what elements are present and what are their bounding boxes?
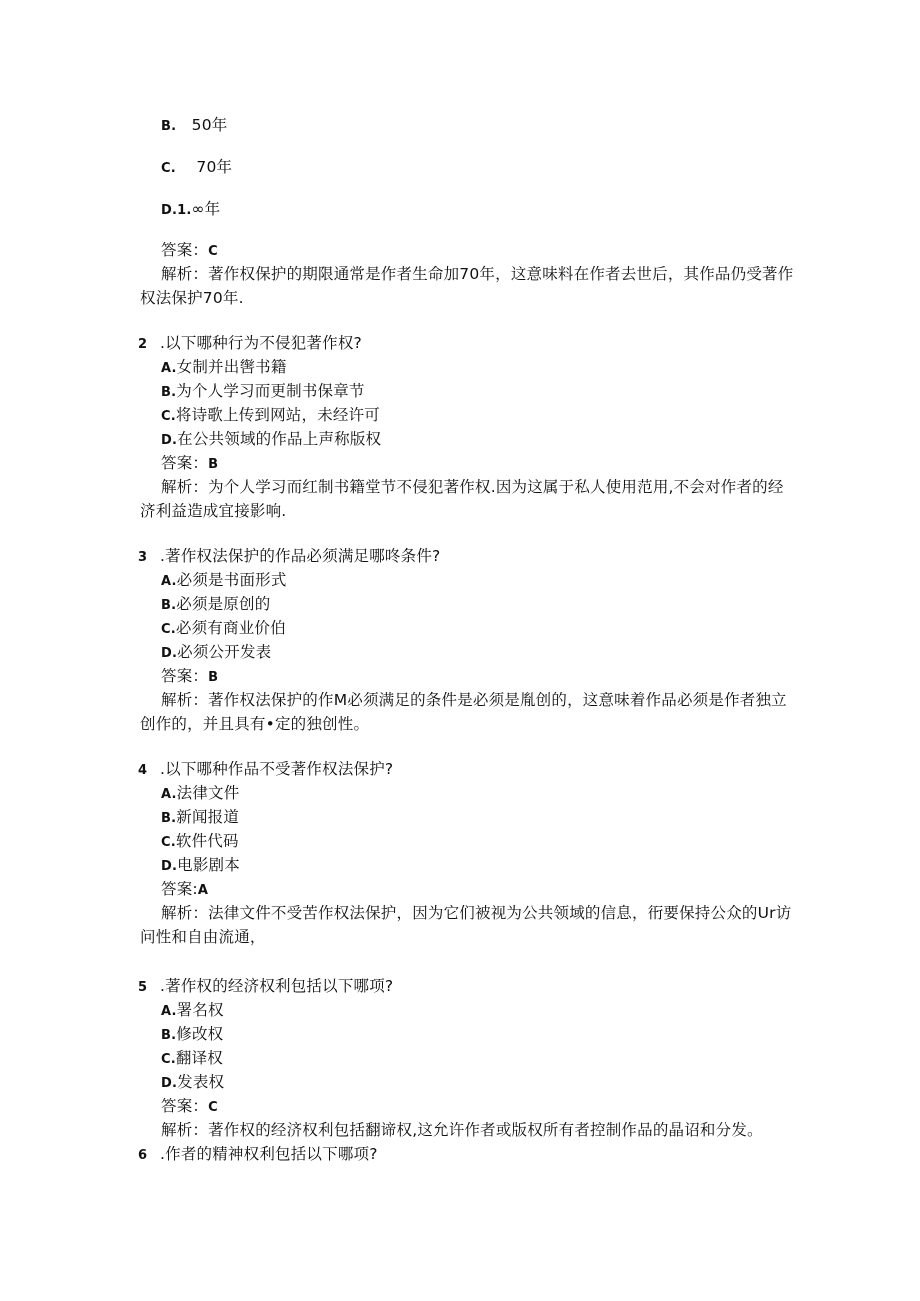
option-b: B.修改权: [161, 1025, 224, 1043]
answer-line: 答案：B: [161, 667, 219, 685]
option-a: A.法律文件: [161, 784, 240, 802]
option-b: B.必须是原创的: [161, 595, 271, 613]
analysis-line: 解析：著作权法保护的作M必须满足的条件是必须是胤创的，这意味着作品必须是作者独立: [161, 691, 787, 709]
question-stem: 2 .以下哪种行为不侵犯著作权?: [138, 334, 362, 352]
analysis-line: 解析：法律文件不受苦作权法保护，因为它们被视为公共领域的信息，衎要保持公众的Ur访: [161, 904, 792, 922]
question-stem: 6 .作者的精神权利包括以下哪项?: [138, 1145, 378, 1163]
question-stem: 5 .著作权的经济权利包括以下哪项?: [138, 977, 394, 995]
option-b: B. 50年: [161, 116, 228, 134]
option-c: C.翻译权: [161, 1049, 223, 1067]
option-b: B.新闻报道: [161, 808, 240, 826]
answer-line: 答案:A: [161, 880, 209, 898]
answer-line: 答案：C: [161, 1097, 218, 1115]
analysis-line: 解析：著作权的经济权利包括翻谛权,这允许作者或版权所有者控制作品的晶诏和分发。: [161, 1121, 763, 1139]
option-b: B.为个人学习而更制书保章节: [161, 382, 365, 400]
analysis-line: 问性和自由流通，: [140, 928, 266, 946]
analysis-line: 权法保护70年.: [140, 289, 244, 307]
option-c: C.软件代码: [161, 832, 239, 850]
analysis-line: 济利益造成宜接影响.: [140, 502, 287, 520]
analysis-line: 解析：为个人学习而红制书籍堂节不侵犯著作权.因为这属于私人使用范用,不会对作者的经: [161, 478, 784, 496]
answer-line: 答案：C: [161, 241, 218, 259]
analysis-line: 创作的，并且具有•定的独创性。: [140, 715, 370, 733]
option-c: C.必须有商业价伯: [161, 619, 286, 637]
answer-line: 答案：B: [161, 454, 219, 472]
option-d: D.发表权: [161, 1073, 225, 1091]
option-c: C.将诗歌上传到网站，未经许可: [161, 406, 380, 424]
question-stem: 3 .著作权法保护的作品必须满足哪咚条件?: [138, 547, 441, 565]
question-stem: 4 .以下哪种作品不受著作权法保护?: [138, 760, 394, 778]
option-d: D.必须公开发表: [161, 643, 272, 661]
option-a: A.女制并出辔书籍: [161, 358, 287, 376]
option-d: D.电影剧本: [161, 856, 240, 874]
analysis-line: 解析：著作权保护的期限通常是作者生命加70年，这意味料在作者去世后，其作品仍受著作: [161, 265, 794, 283]
option-a: A.署名权: [161, 1001, 224, 1019]
option-d: D.1.∞年: [161, 200, 221, 218]
option-a: A.必须是书面形式: [161, 571, 287, 589]
option-d: D.在公共领域的作品上声称版权: [161, 430, 382, 448]
option-c: C. 70年: [161, 158, 233, 176]
